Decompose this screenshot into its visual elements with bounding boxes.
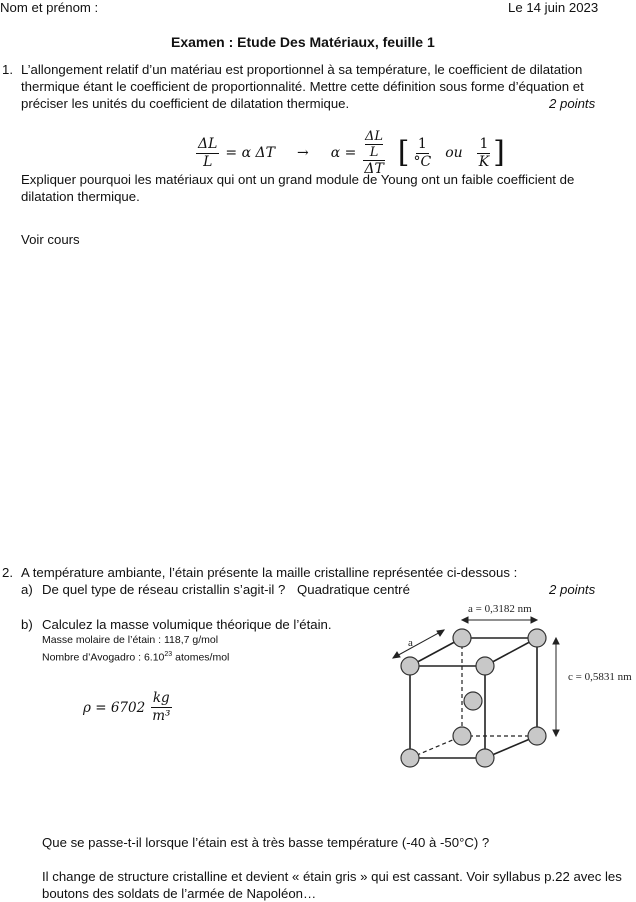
formula-inner-l: L (369, 144, 379, 160)
formula-inner-fraction (363, 129, 385, 161)
molar-mass: Masse molaire de l’étain : 118,7 g/mol (42, 634, 219, 646)
q1-answer: Voir cours (21, 232, 80, 247)
formula-dl: ΔL (198, 135, 218, 152)
crystal-lattice-diagram (380, 598, 636, 778)
formula-arrow: → (296, 145, 309, 161)
formula-ou: ou (445, 145, 463, 161)
rho-unit-kg: kg (152, 690, 170, 706)
q2-number: 2. (2, 565, 13, 580)
q1-line-2: thermique étant le coefficient de proportionnalité. Mettre cette définition sous forme d’équation et (21, 79, 584, 94)
formula-unit-k (477, 136, 491, 171)
name-label: Nom et prénom : (0, 0, 99, 15)
rho-unit-m3: m³ (152, 708, 171, 724)
formula-one-c: 1 (417, 135, 427, 152)
formula-l: L (203, 153, 213, 170)
formula-dl-over-l (196, 136, 219, 171)
page-title: Examen : Etude Des Matériaux, feuille 1 (171, 34, 435, 50)
exam-date: Le 14 juin 2023 (508, 0, 599, 15)
formula-alpha-eq: α = (330, 145, 357, 161)
rho-formula (83, 690, 172, 725)
formula-dt: ΔT (364, 160, 384, 177)
q1-question2-line-2: dilatation thermique. (21, 189, 140, 204)
q2b-question: Calculez la masse volumique théorique de l’étain. (42, 617, 332, 632)
formula-eq1: = α ΔT (225, 145, 275, 161)
bracket-open-icon: [ (397, 135, 410, 170)
q1-line-3: préciser les unités du coefficient de dilatation thermique. (21, 96, 350, 111)
avogadro-exponent: 23 (164, 651, 173, 658)
low-temp-question: Que se passe-t-il lorsque l’étain est à très basse température (-40 à -50°C) ? (42, 835, 490, 850)
avogadro-prefix: Nombre d’Avogadro : 6.10 (42, 651, 165, 664)
low-temp-answer-line-1: Il change de structure cristalline et devient « étain gris » qui est cassant. Voir syllabus p.22 avec les (42, 869, 622, 884)
rho-lhs: ρ = 6702 (83, 699, 146, 716)
formula-one-k: 1 (479, 135, 489, 152)
q2a-answer: Quadratique centré (297, 582, 410, 597)
bracket-close-icon: ] (493, 135, 505, 170)
q2a-question: De quel type de réseau cristallin s’agit-il ? (42, 582, 286, 597)
avogadro-suffix: atomes/mol (172, 651, 230, 664)
q2b-label: b) (21, 617, 33, 632)
q1-question2-line-1: Expliquer pourquoi les matériaux qui ont un grand module de Young ont un faible coefficient de (21, 172, 575, 187)
low-temp-answer-line-2: boutons des soldats de l’armée de Napoléon… (42, 886, 317, 901)
rho-unit (150, 690, 172, 725)
formula-inner-dl: ΔL (365, 128, 384, 144)
q2-intro: A température ambiante, l’étain présente la maille cristalline représentée ci-dessous : (21, 565, 518, 580)
avogadro-number (42, 648, 229, 665)
diagram-label-c: c = 0,5831 nm (568, 671, 632, 683)
q2a-label: a) (21, 582, 33, 597)
q1-line-1: L’allongement relatif d’un matériau est proportionnel à sa température, le coefficient de dilatation (21, 62, 583, 77)
formula-unit-c (412, 136, 434, 171)
formula-degc: °C (413, 153, 432, 170)
q1-number: 1. (2, 62, 13, 77)
diagram-label-a-side: a (408, 637, 413, 649)
q1-points: 2 points (549, 96, 596, 111)
formula-k: K (478, 153, 490, 170)
q2-points: 2 points (549, 582, 596, 597)
diagram-label-a-top: a = 0,3182 nm (468, 603, 532, 615)
